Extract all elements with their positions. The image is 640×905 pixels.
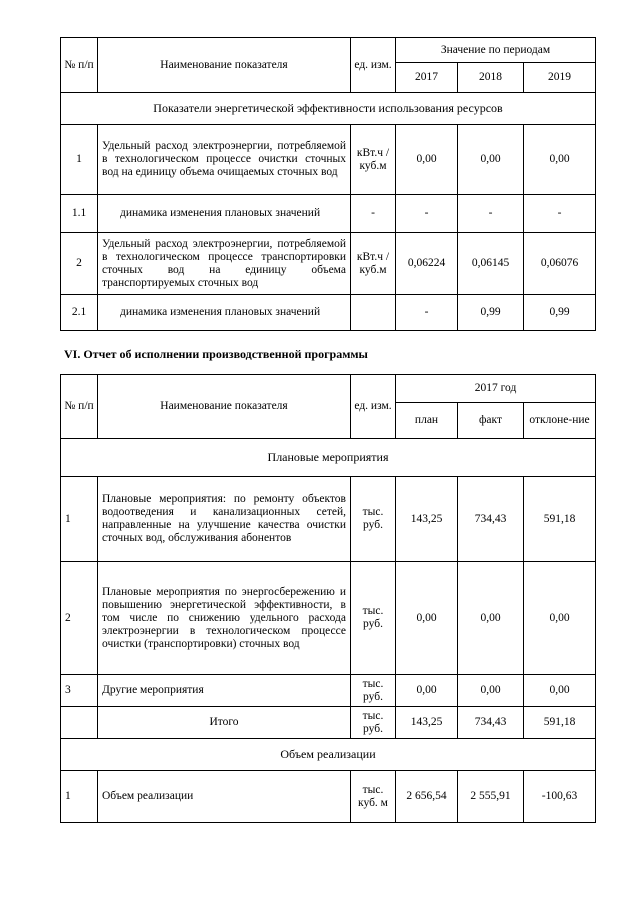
row-name: Плановые мероприятия по энергосбережению и повышению энергетической эффективности, в том числе по снижению удельного расхода электроэнергии в технологическом процессе очистки (транспортировки) сточных вод — [98, 562, 351, 675]
row-unit: тыс. руб. — [351, 707, 396, 739]
row-unit: - — [351, 195, 396, 233]
row-value: 0,06224 — [396, 233, 458, 295]
table-row — [61, 562, 596, 675]
row-name: Итого — [98, 707, 351, 739]
row-value: 0,00 — [524, 125, 596, 195]
section-title: Показатели энергетической эффективности использования ресурсов — [61, 93, 596, 125]
row-deviation: 0,00 — [524, 562, 596, 675]
header-unit: ед. изм. — [351, 375, 396, 439]
row-fact: 2 555,91 — [458, 771, 524, 823]
row-deviation: 591,18 — [524, 707, 596, 739]
header-name: Наименование показателя — [98, 38, 351, 93]
section-heading: VI. Отчет об исполнении производственной программы — [64, 347, 368, 361]
row-unit: тыс. куб. м — [351, 771, 396, 823]
row-unit — [351, 295, 396, 331]
production-program-table — [60, 374, 596, 823]
header-year: 2017 год — [396, 375, 596, 403]
row-num: 1 — [61, 125, 98, 195]
row-num: 2.1 — [61, 295, 98, 331]
row-deviation: 591,18 — [524, 477, 596, 562]
row-value: - — [458, 195, 524, 233]
row-unit: тыс. руб. — [351, 562, 396, 675]
table-row — [61, 675, 596, 707]
header-period: Значение по периодам — [396, 38, 596, 63]
row-value: 0,99 — [458, 295, 524, 331]
row-num: 2 — [61, 562, 98, 675]
header-deviation: отклоне-ние — [524, 403, 596, 439]
row-num: 1 — [61, 477, 98, 562]
row-plan: 143,25 — [396, 707, 458, 739]
row-value: - — [524, 195, 596, 233]
table-row — [61, 195, 596, 233]
row-plan: 0,00 — [396, 562, 458, 675]
table-row — [61, 771, 596, 823]
row-unit: кВт.ч / куб.м — [351, 233, 396, 295]
row-fact: 734,43 — [458, 707, 524, 739]
row-value: 0,99 — [524, 295, 596, 331]
total-row — [61, 707, 596, 739]
row-name: Другие мероприятия — [98, 675, 351, 707]
header-plan: план — [396, 403, 458, 439]
header-unit: ед. изм. — [351, 38, 396, 93]
header-year: 2017 — [396, 63, 458, 93]
row-value: 0,00 — [396, 125, 458, 195]
table-row — [61, 125, 596, 195]
row-value: - — [396, 295, 458, 331]
table-row — [61, 295, 596, 331]
header-num: № п/п — [61, 38, 98, 93]
header-num: № п/п — [61, 375, 98, 439]
row-value: 0,00 — [458, 125, 524, 195]
row-num: 1.1 — [61, 195, 98, 233]
row-deviation: 0,00 — [524, 675, 596, 707]
row-name: динамика изменения плановых значений — [98, 195, 351, 233]
row-value: - — [396, 195, 458, 233]
row-fact: 0,00 — [458, 675, 524, 707]
energy-efficiency-table — [60, 37, 596, 331]
row-unit: тыс. руб. — [351, 675, 396, 707]
row-plan: 143,25 — [396, 477, 458, 562]
table-row — [61, 233, 596, 295]
row-unit: тыс. руб. — [351, 477, 396, 562]
row-name: Удельный расход электроэнергии, потребляемой в технологическом процессе транспортировки сточных вод на единицу объема транспортируемых сточных вод — [98, 233, 351, 295]
table-row — [61, 477, 596, 562]
row-value: 0,06145 — [458, 233, 524, 295]
row-plan: 0,00 — [396, 675, 458, 707]
header-name: Наименование показателя — [98, 375, 351, 439]
row-name: динамика изменения плановых значений — [98, 295, 351, 331]
row-num: 2 — [61, 233, 98, 295]
section-title: Объем реализации — [61, 739, 596, 771]
row-fact: 734,43 — [458, 477, 524, 562]
header-year: 2019 — [524, 63, 596, 93]
row-unit: кВт.ч / куб.м — [351, 125, 396, 195]
header-fact: факт — [458, 403, 524, 439]
section-title: Плановые мероприятия — [61, 439, 596, 477]
row-deviation: -100,63 — [524, 771, 596, 823]
row-name: Объем реализации — [98, 771, 351, 823]
row-fact: 0,00 — [458, 562, 524, 675]
header-year: 2018 — [458, 63, 524, 93]
row-num — [61, 707, 98, 739]
row-name: Плановые мероприятия: по ремонту объектов водоотведения и канализационных сетей, направленные на улучшение качества очистки сточных вод, обслуживания абонентов — [98, 477, 351, 562]
row-value: 0,06076 — [524, 233, 596, 295]
row-num: 1 — [61, 771, 98, 823]
row-name: Удельный расход электроэнергии, потребляемой в технологическом процессе очистки сточных вод на единицу объема очищаемых сточных вод — [98, 125, 351, 195]
row-num: 3 — [61, 675, 98, 707]
row-plan: 2 656,54 — [396, 771, 458, 823]
